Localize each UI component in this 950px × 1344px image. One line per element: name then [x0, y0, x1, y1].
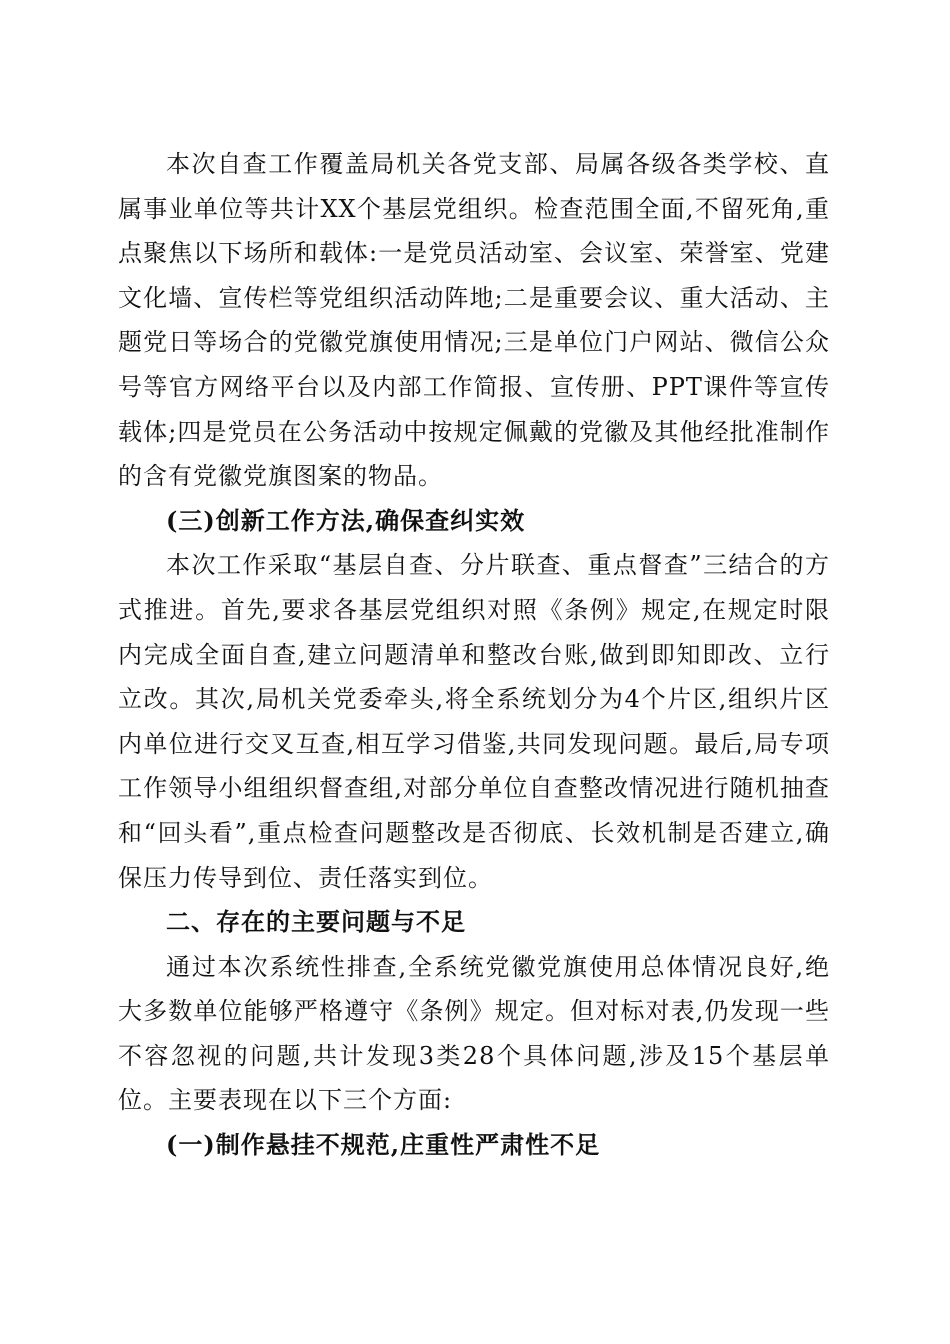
section-heading: 二、存在的主要问题与不足 — [166, 908, 466, 937]
section-subheading: (一)制作悬挂不规范,庄重性严肃性不足 — [166, 1130, 601, 1160]
body-paragraph: 本次自查工作覆盖局机关各党支部、局属各级各类学校、直属事业单位等共计XX个基层党组织。检查范围全面,不留死角,重点聚焦以下场所和载体:一是党员活动室、会议室、荣誉室、党建文化墙、宣传栏等党组织活动阵地;二是重要会议、重大活动、主题党日等场合的党徽党旗使用情况;三是单位门户网站、微信公众号等官方网络平台以及内部工作简报、宣传册、PPT课件等宣传载体;四是党员在公务活动中按规定佩戴的党徽及其他经批准制作的含有党徽党旗图案的物品。 — [118, 150, 830, 491]
body-paragraph: 通过本次系统性排查,全系统党徽党旗使用总体情况良好,绝大多数单位能够严格遵守《条例》规定。但对标对表,仍发现一些不容忽视的问题,共计发现3类28个具体问题,涉及15个基层单位。主要表现在以下三个方面: — [118, 952, 830, 1115]
section-subheading: (三)创新工作方法,确保查纠实效 — [166, 505, 526, 535]
document-page — [118, 142, 830, 1168]
body-paragraph: 本次工作采取“基层自查、分片联查、重点督查”三结合的方式推进。首先,要求各基层党组织对照《条例》规定,在规定时限内完成全面自查,建立问题清单和整改台账,做到即知即改、立行立改。其次,局机关党委牵头,将全系统划分为4个片区,组织片区内单位进行交叉互查,相互学习借鉴,共同发现问题。最后,局专项工作领导小组组织督查组,对部分单位自查整改情况进行随机抽查和“回头看”,重点检查问题整改是否彻底、长效机制是否建立,确保压力传导到位、责任落实到位。 — [118, 551, 830, 892]
